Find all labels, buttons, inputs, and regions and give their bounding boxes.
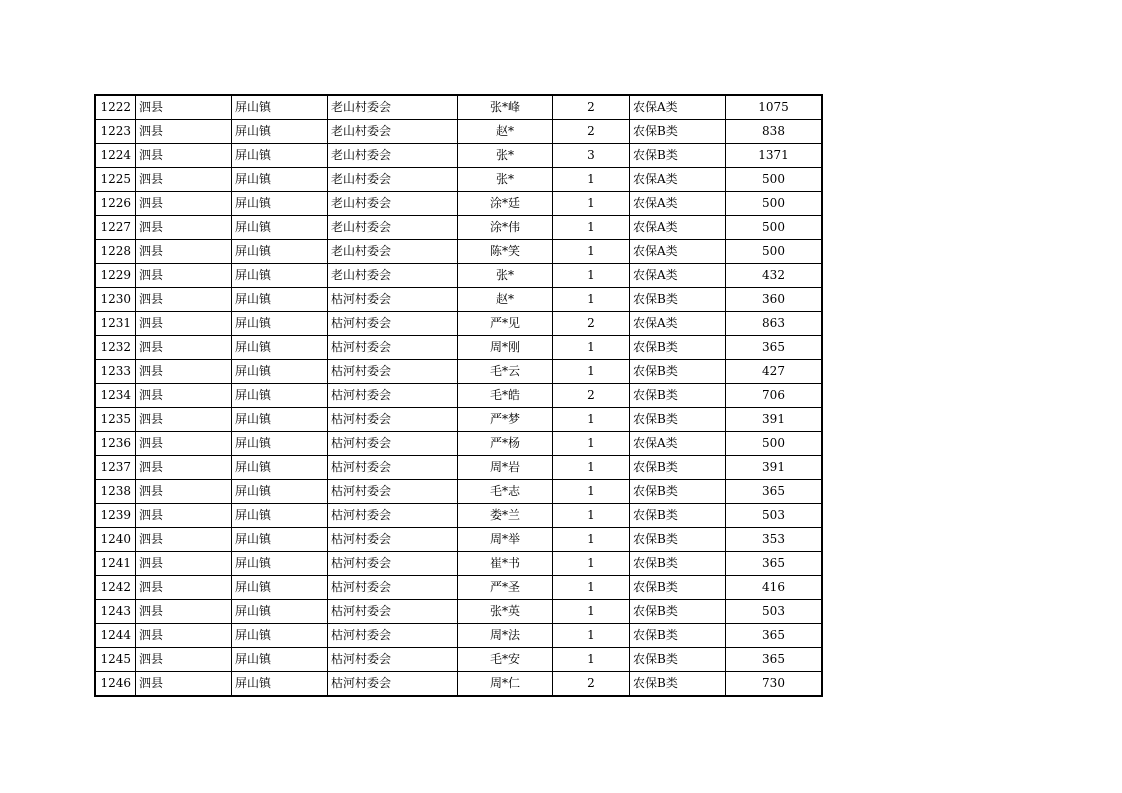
household-count-cell: 2: [553, 672, 630, 697]
row-number-cell: 1235: [95, 408, 136, 432]
household-count-cell: 1: [553, 552, 630, 576]
insurance-type-cell: 农保A类: [630, 95, 726, 120]
name-cell: 严*梦: [458, 408, 553, 432]
town-cell: 屏山镇: [232, 264, 328, 288]
county-cell: 泗县: [136, 504, 232, 528]
county-cell: 泗县: [136, 192, 232, 216]
town-cell: 屏山镇: [232, 288, 328, 312]
table-row: [95, 240, 822, 264]
household-count-cell: 1: [553, 576, 630, 600]
amount-cell: 365: [726, 648, 823, 672]
amount-cell: 360: [726, 288, 823, 312]
row-number-cell: 1246: [95, 672, 136, 697]
insurance-type-cell: 农保B类: [630, 528, 726, 552]
town-cell: 屏山镇: [232, 552, 328, 576]
household-count-cell: 1: [553, 480, 630, 504]
name-cell: 张*: [458, 264, 553, 288]
table-row: [95, 216, 822, 240]
household-count-cell: 1: [553, 192, 630, 216]
amount-cell: 730: [726, 672, 823, 697]
village-committee-cell: 老山村委会: [328, 264, 458, 288]
amount-cell: 432: [726, 264, 823, 288]
name-cell: 周*刚: [458, 336, 553, 360]
row-number-cell: 1236: [95, 432, 136, 456]
household-count-cell: 1: [553, 624, 630, 648]
amount-cell: 1371: [726, 144, 823, 168]
village-committee-cell: 枯河村委会: [328, 288, 458, 312]
amount-cell: 503: [726, 504, 823, 528]
insurance-type-cell: 农保B类: [630, 480, 726, 504]
row-number-cell: 1229: [95, 264, 136, 288]
row-number-cell: 1243: [95, 600, 136, 624]
row-number-cell: 1245: [95, 648, 136, 672]
table-row: [95, 312, 822, 336]
insurance-type-cell: 农保B类: [630, 504, 726, 528]
county-cell: 泗县: [136, 648, 232, 672]
insurance-type-cell: 农保B类: [630, 408, 726, 432]
name-cell: 赵*: [458, 120, 553, 144]
village-committee-cell: 枯河村委会: [328, 528, 458, 552]
table-row: [95, 288, 822, 312]
name-cell: 涂*伟: [458, 216, 553, 240]
county-cell: 泗县: [136, 408, 232, 432]
insurance-type-cell: 农保B类: [630, 360, 726, 384]
town-cell: 屏山镇: [232, 240, 328, 264]
village-committee-cell: 老山村委会: [328, 240, 458, 264]
household-count-cell: 3: [553, 144, 630, 168]
amount-cell: 416: [726, 576, 823, 600]
name-cell: 严*见: [458, 312, 553, 336]
name-cell: 张*英: [458, 600, 553, 624]
insurance-type-cell: 农保B类: [630, 672, 726, 697]
name-cell: 毛*云: [458, 360, 553, 384]
name-cell: 张*: [458, 144, 553, 168]
amount-cell: 427: [726, 360, 823, 384]
village-committee-cell: 老山村委会: [328, 95, 458, 120]
name-cell: 严*圣: [458, 576, 553, 600]
household-count-cell: 1: [553, 504, 630, 528]
household-count-cell: 1: [553, 240, 630, 264]
household-count-cell: 1: [553, 264, 630, 288]
county-cell: 泗县: [136, 95, 232, 120]
insurance-type-cell: 农保B类: [630, 648, 726, 672]
row-number-cell: 1239: [95, 504, 136, 528]
row-number-cell: 1237: [95, 456, 136, 480]
village-committee-cell: 老山村委会: [328, 216, 458, 240]
village-committee-cell: 枯河村委会: [328, 432, 458, 456]
beneficiary-table: [94, 94, 823, 697]
insurance-type-cell: 农保B类: [630, 144, 726, 168]
village-committee-cell: 枯河村委会: [328, 600, 458, 624]
amount-cell: 500: [726, 192, 823, 216]
amount-cell: 353: [726, 528, 823, 552]
table-row: [95, 432, 822, 456]
name-cell: 张*峰: [458, 95, 553, 120]
insurance-type-cell: 农保B类: [630, 288, 726, 312]
village-committee-cell: 老山村委会: [328, 144, 458, 168]
insurance-type-cell: 农保B类: [630, 576, 726, 600]
name-cell: 娄*兰: [458, 504, 553, 528]
insurance-type-cell: 农保A类: [630, 432, 726, 456]
amount-cell: 500: [726, 432, 823, 456]
row-number-cell: 1227: [95, 216, 136, 240]
insurance-type-cell: 农保B类: [630, 384, 726, 408]
county-cell: 泗县: [136, 288, 232, 312]
county-cell: 泗县: [136, 360, 232, 384]
amount-cell: 500: [726, 216, 823, 240]
row-number-cell: 1222: [95, 95, 136, 120]
town-cell: 屏山镇: [232, 192, 328, 216]
table-row: [95, 360, 822, 384]
row-number-cell: 1234: [95, 384, 136, 408]
name-cell: 周*岩: [458, 456, 553, 480]
village-committee-cell: 枯河村委会: [328, 456, 458, 480]
amount-cell: 838: [726, 120, 823, 144]
county-cell: 泗县: [136, 264, 232, 288]
household-count-cell: 1: [553, 648, 630, 672]
table-row: [95, 600, 822, 624]
county-cell: 泗县: [136, 432, 232, 456]
town-cell: 屏山镇: [232, 480, 328, 504]
village-committee-cell: 枯河村委会: [328, 360, 458, 384]
insurance-type-cell: 农保A类: [630, 168, 726, 192]
county-cell: 泗县: [136, 336, 232, 360]
town-cell: 屏山镇: [232, 360, 328, 384]
household-count-cell: 1: [553, 288, 630, 312]
insurance-type-cell: 农保A类: [630, 216, 726, 240]
town-cell: 屏山镇: [232, 384, 328, 408]
name-cell: 张*: [458, 168, 553, 192]
name-cell: 周*法: [458, 624, 553, 648]
town-cell: 屏山镇: [232, 456, 328, 480]
amount-cell: 365: [726, 552, 823, 576]
county-cell: 泗县: [136, 120, 232, 144]
table-row: [95, 384, 822, 408]
table-row: [95, 552, 822, 576]
table-row: [95, 672, 822, 697]
town-cell: 屏山镇: [232, 624, 328, 648]
insurance-type-cell: 农保B类: [630, 456, 726, 480]
town-cell: 屏山镇: [232, 648, 328, 672]
village-committee-cell: 枯河村委会: [328, 576, 458, 600]
town-cell: 屏山镇: [232, 144, 328, 168]
household-count-cell: 1: [553, 168, 630, 192]
county-cell: 泗县: [136, 144, 232, 168]
village-committee-cell: 老山村委会: [328, 168, 458, 192]
row-number-cell: 1231: [95, 312, 136, 336]
village-committee-cell: 枯河村委会: [328, 672, 458, 697]
amount-cell: 365: [726, 336, 823, 360]
table-row: [95, 456, 822, 480]
county-cell: 泗县: [136, 240, 232, 264]
amount-cell: 863: [726, 312, 823, 336]
row-number-cell: 1225: [95, 168, 136, 192]
village-committee-cell: 枯河村委会: [328, 480, 458, 504]
household-count-cell: 1: [553, 456, 630, 480]
town-cell: 屏山镇: [232, 600, 328, 624]
row-number-cell: 1226: [95, 192, 136, 216]
town-cell: 屏山镇: [232, 408, 328, 432]
village-committee-cell: 枯河村委会: [328, 648, 458, 672]
table-row: [95, 528, 822, 552]
village-committee-cell: 枯河村委会: [328, 408, 458, 432]
row-number-cell: 1232: [95, 336, 136, 360]
town-cell: 屏山镇: [232, 432, 328, 456]
county-cell: 泗县: [136, 624, 232, 648]
county-cell: 泗县: [136, 168, 232, 192]
table-row: [95, 192, 822, 216]
household-count-cell: 1: [553, 600, 630, 624]
amount-cell: 1075: [726, 95, 823, 120]
insurance-type-cell: 农保A类: [630, 192, 726, 216]
document-page: [94, 94, 823, 697]
name-cell: 严*杨: [458, 432, 553, 456]
town-cell: 屏山镇: [232, 312, 328, 336]
insurance-type-cell: 农保A类: [630, 312, 726, 336]
name-cell: 陈*笑: [458, 240, 553, 264]
table-row: [95, 168, 822, 192]
village-committee-cell: 枯河村委会: [328, 504, 458, 528]
amount-cell: 365: [726, 624, 823, 648]
row-number-cell: 1242: [95, 576, 136, 600]
household-count-cell: 1: [553, 432, 630, 456]
town-cell: 屏山镇: [232, 336, 328, 360]
insurance-type-cell: 农保A类: [630, 264, 726, 288]
row-number-cell: 1244: [95, 624, 136, 648]
county-cell: 泗县: [136, 552, 232, 576]
village-committee-cell: 枯河村委会: [328, 336, 458, 360]
village-committee-cell: 老山村委会: [328, 120, 458, 144]
village-committee-cell: 老山村委会: [328, 192, 458, 216]
table-row: [95, 408, 822, 432]
household-count-cell: 1: [553, 360, 630, 384]
town-cell: 屏山镇: [232, 216, 328, 240]
household-count-cell: 1: [553, 336, 630, 360]
name-cell: 周*举: [458, 528, 553, 552]
amount-cell: 391: [726, 408, 823, 432]
insurance-type-cell: 农保A类: [630, 240, 726, 264]
household-count-cell: 1: [553, 408, 630, 432]
name-cell: 赵*: [458, 288, 553, 312]
household-count-cell: 1: [553, 216, 630, 240]
town-cell: 屏山镇: [232, 504, 328, 528]
amount-cell: 500: [726, 168, 823, 192]
amount-cell: 500: [726, 240, 823, 264]
row-number-cell: 1228: [95, 240, 136, 264]
amount-cell: 503: [726, 600, 823, 624]
row-number-cell: 1238: [95, 480, 136, 504]
village-committee-cell: 枯河村委会: [328, 384, 458, 408]
town-cell: 屏山镇: [232, 576, 328, 600]
row-number-cell: 1223: [95, 120, 136, 144]
table-row: [95, 624, 822, 648]
town-cell: 屏山镇: [232, 95, 328, 120]
name-cell: 毛*志: [458, 480, 553, 504]
row-number-cell: 1241: [95, 552, 136, 576]
county-cell: 泗县: [136, 672, 232, 697]
town-cell: 屏山镇: [232, 168, 328, 192]
table-row: [95, 480, 822, 504]
county-cell: 泗县: [136, 216, 232, 240]
amount-cell: 391: [726, 456, 823, 480]
village-committee-cell: 枯河村委会: [328, 624, 458, 648]
household-count-cell: 2: [553, 120, 630, 144]
town-cell: 屏山镇: [232, 528, 328, 552]
table-row: [95, 648, 822, 672]
row-number-cell: 1233: [95, 360, 136, 384]
table-row: [95, 336, 822, 360]
insurance-type-cell: 农保B类: [630, 120, 726, 144]
table-row: [95, 144, 822, 168]
insurance-type-cell: 农保B类: [630, 336, 726, 360]
row-number-cell: 1224: [95, 144, 136, 168]
village-committee-cell: 枯河村委会: [328, 552, 458, 576]
table-row: [95, 120, 822, 144]
name-cell: 毛*安: [458, 648, 553, 672]
row-number-cell: 1230: [95, 288, 136, 312]
amount-cell: 706: [726, 384, 823, 408]
county-cell: 泗县: [136, 576, 232, 600]
village-committee-cell: 枯河村委会: [328, 312, 458, 336]
name-cell: 崔*书: [458, 552, 553, 576]
household-count-cell: 2: [553, 312, 630, 336]
table-body: [95, 95, 822, 696]
household-count-cell: 2: [553, 95, 630, 120]
table-row: [95, 504, 822, 528]
town-cell: 屏山镇: [232, 120, 328, 144]
county-cell: 泗县: [136, 312, 232, 336]
insurance-type-cell: 农保B类: [630, 552, 726, 576]
table-row: [95, 95, 822, 120]
household-count-cell: 2: [553, 384, 630, 408]
name-cell: 毛*皓: [458, 384, 553, 408]
name-cell: 涂*廷: [458, 192, 553, 216]
table-row: [95, 576, 822, 600]
county-cell: 泗县: [136, 456, 232, 480]
county-cell: 泗县: [136, 480, 232, 504]
county-cell: 泗县: [136, 600, 232, 624]
row-number-cell: 1240: [95, 528, 136, 552]
name-cell: 周*仁: [458, 672, 553, 697]
insurance-type-cell: 农保B类: [630, 600, 726, 624]
amount-cell: 365: [726, 480, 823, 504]
household-count-cell: 1: [553, 528, 630, 552]
town-cell: 屏山镇: [232, 672, 328, 697]
county-cell: 泗县: [136, 528, 232, 552]
table-row: [95, 264, 822, 288]
insurance-type-cell: 农保B类: [630, 624, 726, 648]
county-cell: 泗县: [136, 384, 232, 408]
